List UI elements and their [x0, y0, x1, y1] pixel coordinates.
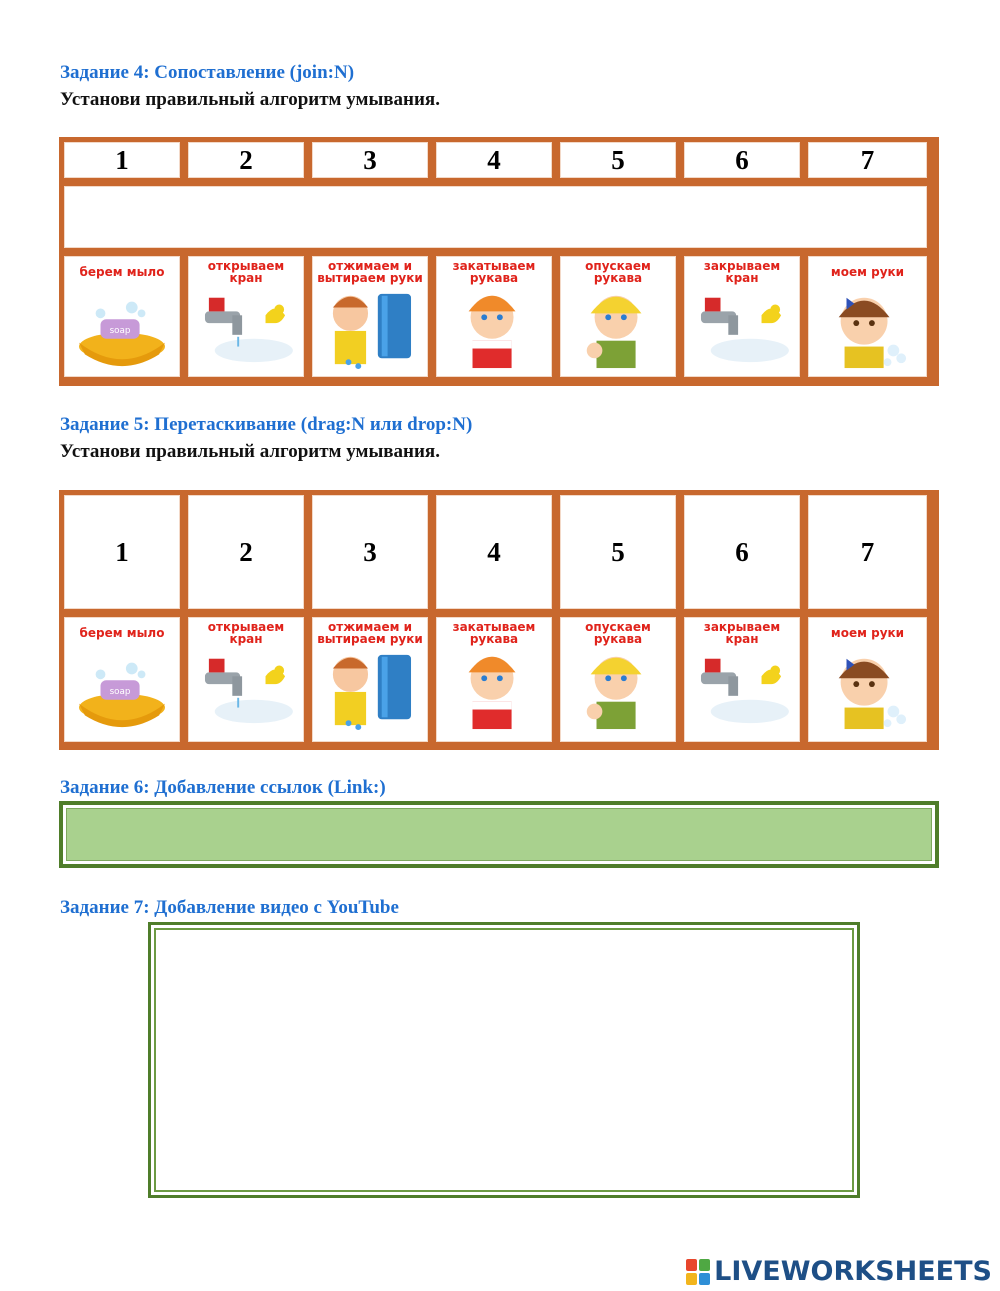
logo-mark-icon: [686, 1259, 710, 1285]
picture-card[interactable]: [434, 254, 554, 379]
picture-card[interactable]: [62, 615, 182, 744]
task4-instruction: Установи правильный алгоритм умывания.: [60, 89, 440, 110]
picture-card[interactable]: [186, 615, 306, 744]
card-label: моем руки: [830, 626, 905, 640]
task5-drop-cell[interactable]: [682, 493, 802, 611]
task5-number: 6: [735, 536, 749, 567]
picture-card[interactable]: [806, 615, 929, 744]
task4-number: 7: [860, 144, 875, 175]
faucet-icon: [194, 286, 298, 370]
logo-text: LIVEWORKSHEETS: [714, 1256, 992, 1287]
card-label: открываем кран: [207, 259, 285, 285]
card-label: берем мыло: [79, 265, 165, 279]
towel-icon: [318, 286, 422, 370]
card-label: опускаем рукава: [585, 620, 651, 646]
card-label: отжимаем и вытираем руки: [317, 620, 423, 646]
card-label: закрываем кран: [703, 259, 781, 285]
picture-card[interactable]: [682, 615, 802, 744]
task4-number-cell: [62, 140, 182, 180]
task5-number: 7: [860, 536, 875, 567]
picture-card[interactable]: [558, 254, 678, 379]
girl-sleeves-icon: [442, 286, 546, 370]
card-label: закрываем кран: [703, 620, 781, 646]
task4-number-cell: [558, 140, 678, 180]
video-frame[interactable]: [148, 922, 860, 1198]
task4-number: 6: [735, 144, 749, 175]
task5-title: Задание 5: Перетаскивание (drag:N или drop:N): [60, 414, 473, 435]
task5-drop-cell[interactable]: [310, 493, 430, 611]
task5-instruction: Установи правильный алгоритм умывания.: [60, 441, 440, 462]
svg-text:soap: soap: [109, 325, 131, 336]
task5-number: 1: [115, 536, 129, 567]
picture-card[interactable]: [682, 254, 802, 379]
task5-drop-cell[interactable]: [434, 493, 554, 611]
soap-icon: [70, 647, 174, 731]
picture-card[interactable]: [434, 615, 554, 744]
task5-number: 5: [611, 536, 625, 567]
task4-number: 5: [611, 144, 625, 175]
link-box[interactable]: [59, 801, 939, 868]
task4-answer-row[interactable]: [62, 184, 929, 250]
girl-sleeves-icon: [442, 647, 546, 731]
card-label: моем руки: [830, 265, 905, 279]
task5-drop-cell[interactable]: [558, 493, 678, 611]
task4-number: 2: [239, 144, 253, 175]
picture-card[interactable]: [806, 254, 929, 379]
link-field[interactable]: [66, 808, 932, 861]
svg-text:soap: soap: [109, 686, 131, 697]
task5-number: 4: [487, 536, 501, 567]
task5-number: 3: [363, 536, 377, 567]
faucet-closed-icon: [690, 286, 794, 370]
task5-number: 2: [239, 536, 253, 567]
picture-card[interactable]: [186, 254, 306, 379]
washing-hands-icon: [816, 647, 920, 731]
task4-number-cell: [434, 140, 554, 180]
picture-card[interactable]: [62, 254, 182, 379]
faucet-closed-icon: [690, 647, 794, 731]
task5-drop-cell[interactable]: [806, 493, 929, 611]
task4-number: 4: [487, 144, 501, 175]
card-label: закатываем рукава: [452, 259, 536, 285]
card-label: опускаем рукава: [585, 259, 651, 285]
task5-table: [59, 490, 939, 750]
picture-card[interactable]: [310, 254, 430, 379]
task5-drop-cell[interactable]: [62, 493, 182, 611]
liveworksheets-logo: [686, 1256, 992, 1287]
faucet-icon: [194, 647, 298, 731]
task4-table: [59, 137, 939, 386]
card-label: открываем кран: [207, 620, 285, 646]
task5-drop-cell[interactable]: [186, 493, 306, 611]
girl-sleeves-down-icon: [566, 647, 670, 731]
towel-icon: [318, 647, 422, 731]
task4-number-cell: [806, 140, 929, 180]
task4-number-cell: [682, 140, 802, 180]
card-label: отжимаем и вытираем руки: [317, 259, 423, 285]
washing-hands-icon: [816, 286, 920, 370]
task4-number: 1: [115, 144, 129, 175]
task4-number-cell: [310, 140, 430, 180]
task4-title: Задание 4: Сопоставление (join:N): [60, 62, 355, 83]
picture-card[interactable]: [558, 615, 678, 744]
task4-number-cell: [186, 140, 306, 180]
picture-card[interactable]: [310, 615, 430, 744]
soap-icon: [70, 286, 174, 370]
girl-sleeves-down-icon: [566, 286, 670, 370]
task4-number: 3: [363, 144, 377, 175]
task7-title: Задание 7: Добавление видео с YouTube: [60, 897, 399, 918]
task6-title: Задание 6: Добавление ссылок (Link:): [60, 777, 386, 798]
card-label: закатываем рукава: [452, 620, 536, 646]
card-label: берем мыло: [79, 626, 165, 640]
video-area[interactable]: [154, 928, 854, 1192]
